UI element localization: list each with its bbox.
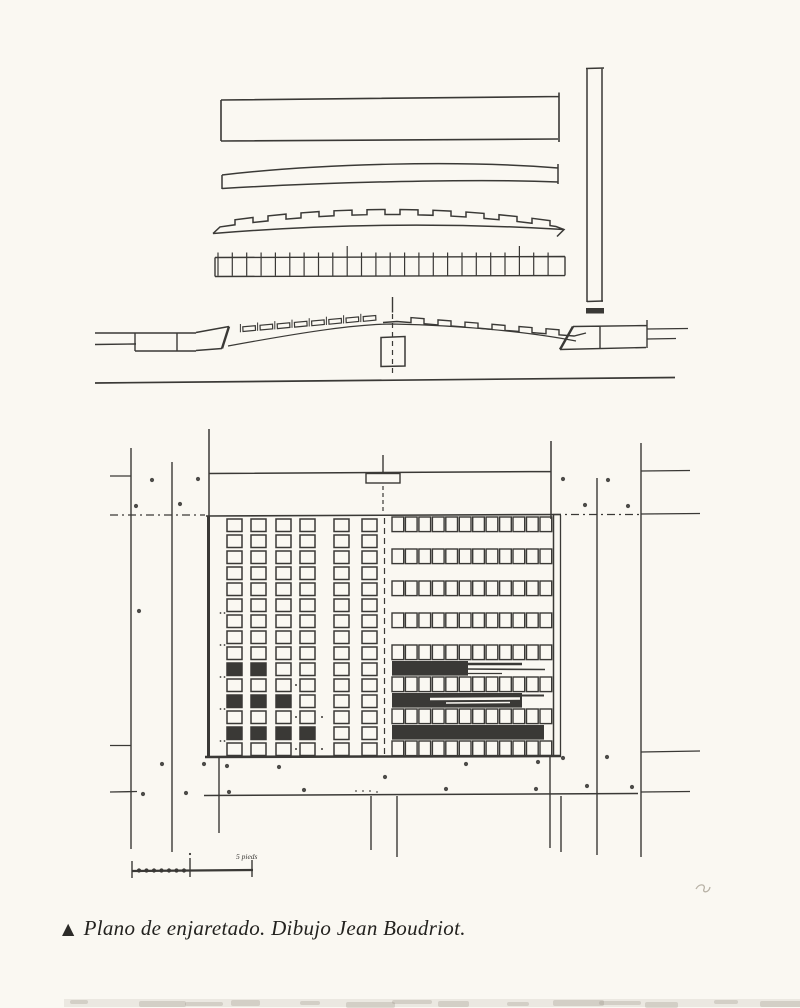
scale-subdivision-dot — [152, 869, 155, 872]
grating-cell — [513, 549, 525, 564]
grating-cell — [276, 535, 291, 548]
grating-cell — [432, 645, 444, 660]
elevation-ledge-strip — [215, 246, 565, 277]
grating-cell — [276, 679, 291, 692]
grating-cell — [227, 583, 242, 596]
scan-speckle — [392, 1000, 432, 1004]
grating-cell — [251, 711, 266, 724]
grating-cell — [392, 549, 404, 564]
grating-cell — [486, 581, 498, 596]
pin-dot — [224, 708, 226, 710]
grating-cell — [334, 615, 349, 628]
grating-cell — [432, 517, 444, 532]
grating-cell — [459, 741, 471, 756]
pin-dot — [295, 748, 297, 750]
grating-cell — [419, 741, 431, 756]
grating-cell — [486, 517, 498, 532]
center-cleat — [366, 474, 400, 484]
bolt-dot — [606, 478, 610, 482]
grating-cell — [405, 581, 417, 596]
grating-cell — [473, 645, 485, 660]
grating-cell — [500, 677, 512, 692]
bolt-dot — [277, 765, 281, 769]
grating-cell — [251, 567, 266, 580]
grating-cell — [227, 535, 242, 548]
grating-cell — [276, 631, 291, 644]
grating-cell — [446, 677, 458, 692]
batten-chip — [363, 316, 376, 322]
grating-cell — [500, 581, 512, 596]
grating-cell — [540, 581, 552, 596]
grating-cell — [227, 631, 242, 644]
grating-cell — [419, 517, 431, 532]
grating-cell — [419, 677, 431, 692]
bolt-dot — [225, 764, 229, 768]
scan-speckle — [300, 1001, 320, 1005]
pin-dot — [220, 644, 222, 646]
grating-cell — [227, 743, 242, 756]
head-ledge-bottom — [204, 794, 638, 796]
grating-cell — [276, 551, 291, 564]
grating-cell — [459, 549, 471, 564]
grating-cell — [392, 709, 404, 724]
grating-cell — [227, 647, 242, 660]
scale-subdivision-dot — [145, 869, 148, 872]
grating-cell — [459, 677, 471, 692]
grating-cell — [392, 645, 404, 660]
grating-cell — [405, 517, 417, 532]
grating-cell — [540, 645, 552, 660]
grating-cell — [251, 679, 266, 692]
grating-cell — [392, 517, 404, 532]
pin-dot — [295, 716, 297, 718]
scale-subdivision-dot — [175, 869, 178, 872]
grating-cell — [251, 631, 266, 644]
grating-cell — [540, 613, 552, 628]
pin-dot — [224, 644, 226, 646]
grating-cell — [334, 551, 349, 564]
elevation-cambered-batten — [222, 164, 558, 189]
scan-speckle — [507, 1002, 529, 1006]
batten-chip — [294, 321, 307, 327]
grating-cell — [540, 741, 552, 756]
scan-speckle — [714, 1000, 738, 1004]
pin-dot — [220, 740, 222, 742]
grating-cell — [527, 517, 539, 532]
grating-cell — [473, 709, 485, 724]
grating-cell — [276, 663, 291, 676]
pin-dot — [295, 684, 297, 686]
section-notched-profile — [383, 318, 586, 336]
pin-dot — [321, 716, 323, 718]
grating-cell — [227, 679, 242, 692]
bolt-dot — [178, 502, 182, 506]
grating-cell — [486, 709, 498, 724]
grating-right-ledges — [392, 517, 552, 756]
grating-cell — [300, 615, 315, 628]
grating-cell — [276, 519, 291, 532]
grating-cell — [362, 647, 377, 660]
grating-cell — [459, 613, 471, 628]
grating-cell — [405, 677, 417, 692]
grating-cell — [362, 743, 377, 756]
bolt-dot — [536, 760, 540, 764]
grating-cell — [300, 679, 315, 692]
grating-cell — [405, 709, 417, 724]
pin-dot — [220, 612, 222, 614]
grating-cell — [362, 679, 377, 692]
caption-triangle-icon: ▲ — [62, 919, 75, 938]
grating-cell — [513, 517, 525, 532]
grating-cell — [227, 551, 242, 564]
grating-cell — [446, 709, 458, 724]
grating-cell — [300, 743, 315, 756]
pin-dot — [220, 708, 222, 710]
scale-subdivision-dot — [137, 869, 140, 872]
grating-cell — [405, 645, 417, 660]
grating-hole-band — [392, 725, 544, 740]
grating-top-edge — [206, 515, 561, 517]
grating-cell — [540, 677, 552, 692]
carling-left — [131, 448, 172, 852]
bolt-dot — [383, 775, 387, 779]
scan-speckle — [645, 1002, 678, 1008]
grating-cell — [513, 613, 525, 628]
grating-cell — [362, 519, 377, 532]
grating-cell — [300, 631, 315, 644]
grating-cell — [227, 599, 242, 612]
grating-cell — [334, 695, 349, 708]
bolt-dot — [630, 785, 634, 789]
bolt-dot — [561, 477, 565, 481]
grating-cell — [432, 741, 444, 756]
grating-cell — [473, 741, 485, 756]
grating-cell — [527, 581, 539, 596]
grating-cell — [527, 549, 539, 564]
grating-cell — [446, 741, 458, 756]
bolt-dot — [137, 609, 141, 613]
scan-speckle — [139, 1001, 186, 1007]
grating-cell — [251, 647, 266, 660]
grating-cell — [459, 517, 471, 532]
scan-squiggle — [696, 885, 710, 892]
grating-cell — [500, 517, 512, 532]
bolt-dot — [202, 762, 206, 766]
grating-cell — [459, 581, 471, 596]
grating-cell — [362, 567, 377, 580]
bolt-dot — [302, 788, 306, 792]
bolt-dot — [534, 787, 538, 791]
grating-cell — [473, 677, 485, 692]
scan-speckle — [760, 1001, 800, 1007]
grating-cell — [334, 583, 349, 596]
grating-cell — [405, 613, 417, 628]
grating-cell — [362, 631, 377, 644]
grating-cell — [446, 549, 458, 564]
grating-cell — [334, 535, 349, 548]
bolt-dot — [585, 784, 589, 788]
grating-cell — [300, 647, 315, 660]
grating-hole-dark — [251, 727, 266, 740]
grating-cell — [334, 663, 349, 676]
grating-cell — [276, 711, 291, 724]
bolt-dot — [561, 756, 565, 760]
caption-text: Plano de enjaretado. Dibujo Jean Boudriot. — [83, 916, 466, 940]
grating-cell — [276, 567, 291, 580]
grating-cell — [334, 631, 349, 644]
grating-cell — [251, 551, 266, 564]
grating-cell — [392, 613, 404, 628]
grating-cell — [227, 567, 242, 580]
grating-cell — [419, 645, 431, 660]
scan-speckle — [70, 1000, 88, 1004]
carling-right — [597, 443, 641, 857]
grating-cell — [334, 647, 349, 660]
grating-cell — [473, 549, 485, 564]
grating-cell — [419, 549, 431, 564]
grating-cell — [334, 711, 349, 724]
batten-chip — [243, 326, 256, 332]
grating-cell — [527, 709, 539, 724]
scale-subdivision-dot — [160, 869, 163, 872]
grating-cell — [300, 695, 315, 708]
grating-cell — [276, 615, 291, 628]
grating-cell — [276, 583, 291, 596]
grating-hole-dark — [300, 727, 315, 740]
grating-left-battens — [220, 519, 377, 756]
pin-dot — [224, 740, 226, 742]
grating-cell — [527, 613, 539, 628]
grating-cell — [300, 519, 315, 532]
batten-chip — [346, 317, 359, 323]
bolt-dot — [141, 792, 145, 796]
grating-cell — [300, 567, 315, 580]
grating-hole-band — [392, 693, 522, 708]
bolt-dot — [626, 504, 630, 508]
grating-cell — [251, 535, 266, 548]
grating-cell — [432, 613, 444, 628]
scale-subdivision-dot — [182, 869, 185, 872]
grating-cell — [432, 581, 444, 596]
grating-cell — [405, 549, 417, 564]
grating-cell — [251, 583, 266, 596]
grating-cell — [459, 709, 471, 724]
scan-speckle — [346, 1002, 395, 1008]
grating-cell — [300, 583, 315, 596]
grating-hole-dark — [227, 727, 242, 740]
grating-cell — [527, 645, 539, 660]
grating-cell — [362, 599, 377, 612]
grating-cell — [419, 581, 431, 596]
scan-speckle — [553, 1000, 604, 1006]
grating-cell — [276, 647, 291, 660]
elevation-post — [586, 68, 604, 314]
grating-cell — [527, 677, 539, 692]
scan-speckle — [231, 1000, 260, 1006]
grating-cell — [500, 549, 512, 564]
grating-hole-band — [392, 661, 468, 676]
grating-cell — [251, 599, 266, 612]
grating-cell — [251, 743, 266, 756]
grating-cell — [334, 679, 349, 692]
grating-cell — [276, 743, 291, 756]
paper-streak — [446, 703, 510, 704]
grating-hole-dark — [251, 695, 266, 708]
grating-cell — [473, 517, 485, 532]
pin-dot — [220, 676, 222, 678]
grating-cell — [486, 613, 498, 628]
grating-cell — [500, 613, 512, 628]
grating-cell — [362, 615, 377, 628]
grating-cell — [362, 695, 377, 708]
grating-cell — [446, 517, 458, 532]
bolt-dot — [583, 503, 587, 507]
scale-bar-label: 5 pieds — [236, 852, 258, 861]
grating-cell — [540, 709, 552, 724]
grating-cell — [362, 535, 377, 548]
grating-cell — [419, 709, 431, 724]
grating-cell — [473, 613, 485, 628]
grating-cell — [362, 663, 377, 676]
grating-cell — [513, 581, 525, 596]
grating-cell — [513, 677, 525, 692]
notched-profile — [213, 210, 564, 237]
grating-cell — [513, 645, 525, 660]
bolt-dot — [362, 790, 364, 792]
batten-chip — [312, 320, 325, 326]
grating-cell — [334, 743, 349, 756]
grating-cell — [446, 613, 458, 628]
grating-cell — [540, 517, 552, 532]
bolt-dot — [196, 477, 200, 481]
grating-cell — [334, 567, 349, 580]
grating-cell — [300, 663, 315, 676]
grating-cell — [500, 741, 512, 756]
grating-cell — [362, 711, 377, 724]
scan-speckle — [599, 1001, 641, 1005]
coaming-right — [560, 320, 647, 350]
elevation-plan-batten — [221, 93, 559, 143]
grating-cell — [300, 551, 315, 564]
grating-hole-dark — [276, 727, 291, 740]
pin-dot — [321, 748, 323, 750]
bolt-dot — [605, 755, 609, 759]
grating-hole-dark — [251, 663, 266, 676]
grating-cell — [227, 519, 242, 532]
grating-cell — [362, 727, 377, 740]
bolt-dot — [150, 478, 154, 482]
bolt-dot — [376, 791, 378, 793]
grating-cell — [362, 551, 377, 564]
grating-cell — [334, 727, 349, 740]
bolt-dot — [134, 504, 138, 508]
ink-streak — [466, 669, 545, 670]
bolt-dot — [160, 762, 164, 766]
grating-cell — [513, 709, 525, 724]
grating-cell — [500, 645, 512, 660]
elevation-notched-batten — [213, 210, 564, 237]
grating-cell — [540, 549, 552, 564]
grating-cell — [486, 549, 498, 564]
batten-chip — [260, 324, 273, 330]
grating-cell — [446, 645, 458, 660]
grating-cell — [300, 711, 315, 724]
grating-cell — [432, 709, 444, 724]
grating-cell — [527, 741, 539, 756]
grating-cell — [486, 741, 498, 756]
grating-cell — [300, 599, 315, 612]
scan-artifacts — [64, 885, 800, 1008]
grating-cell — [486, 645, 498, 660]
scale-subdivision-dot — [167, 869, 170, 872]
post-end-block — [586, 308, 604, 314]
scan-speckle — [438, 1001, 469, 1007]
grating-cell — [459, 645, 471, 660]
bolt-dot — [369, 790, 371, 792]
grating-cell — [300, 535, 315, 548]
grating-cell — [500, 709, 512, 724]
pin-dot — [224, 676, 226, 678]
grating-cell — [513, 741, 525, 756]
grating-cell — [392, 581, 404, 596]
grating-cell — [362, 583, 377, 596]
bolt-dot — [227, 790, 231, 794]
figure-caption — [62, 916, 466, 941]
grating-cell — [473, 581, 485, 596]
grating-cell — [251, 519, 266, 532]
grating-cell — [276, 599, 291, 612]
batten-chip — [329, 318, 342, 324]
grating-cell — [227, 615, 242, 628]
grating-cell — [251, 615, 266, 628]
grating-cell — [334, 599, 349, 612]
paper-streak — [430, 699, 520, 700]
bolt-dot — [444, 787, 448, 791]
grating-cell — [392, 677, 404, 692]
scan-speckle — [185, 1002, 223, 1006]
grating-cell — [419, 613, 431, 628]
grating-plan-view — [110, 429, 700, 857]
deck-line — [95, 378, 675, 384]
grating-cell — [392, 741, 404, 756]
grating-cell — [334, 519, 349, 532]
grating-hole-dark — [227, 695, 242, 708]
grating-cell — [227, 711, 242, 724]
grating-cell — [432, 549, 444, 564]
grating-cell — [486, 677, 498, 692]
bolt-dot — [464, 762, 468, 766]
bolt-dot — [355, 790, 357, 792]
grating-cell — [446, 581, 458, 596]
grating-cell — [432, 677, 444, 692]
batten-chip — [277, 323, 290, 329]
scale-bar — [132, 852, 258, 878]
pin-dot — [224, 612, 226, 614]
grating-cell — [405, 741, 417, 756]
grating-hole-dark — [276, 695, 291, 708]
bolt-dot — [184, 791, 188, 795]
grating-hole-dark — [227, 663, 242, 676]
